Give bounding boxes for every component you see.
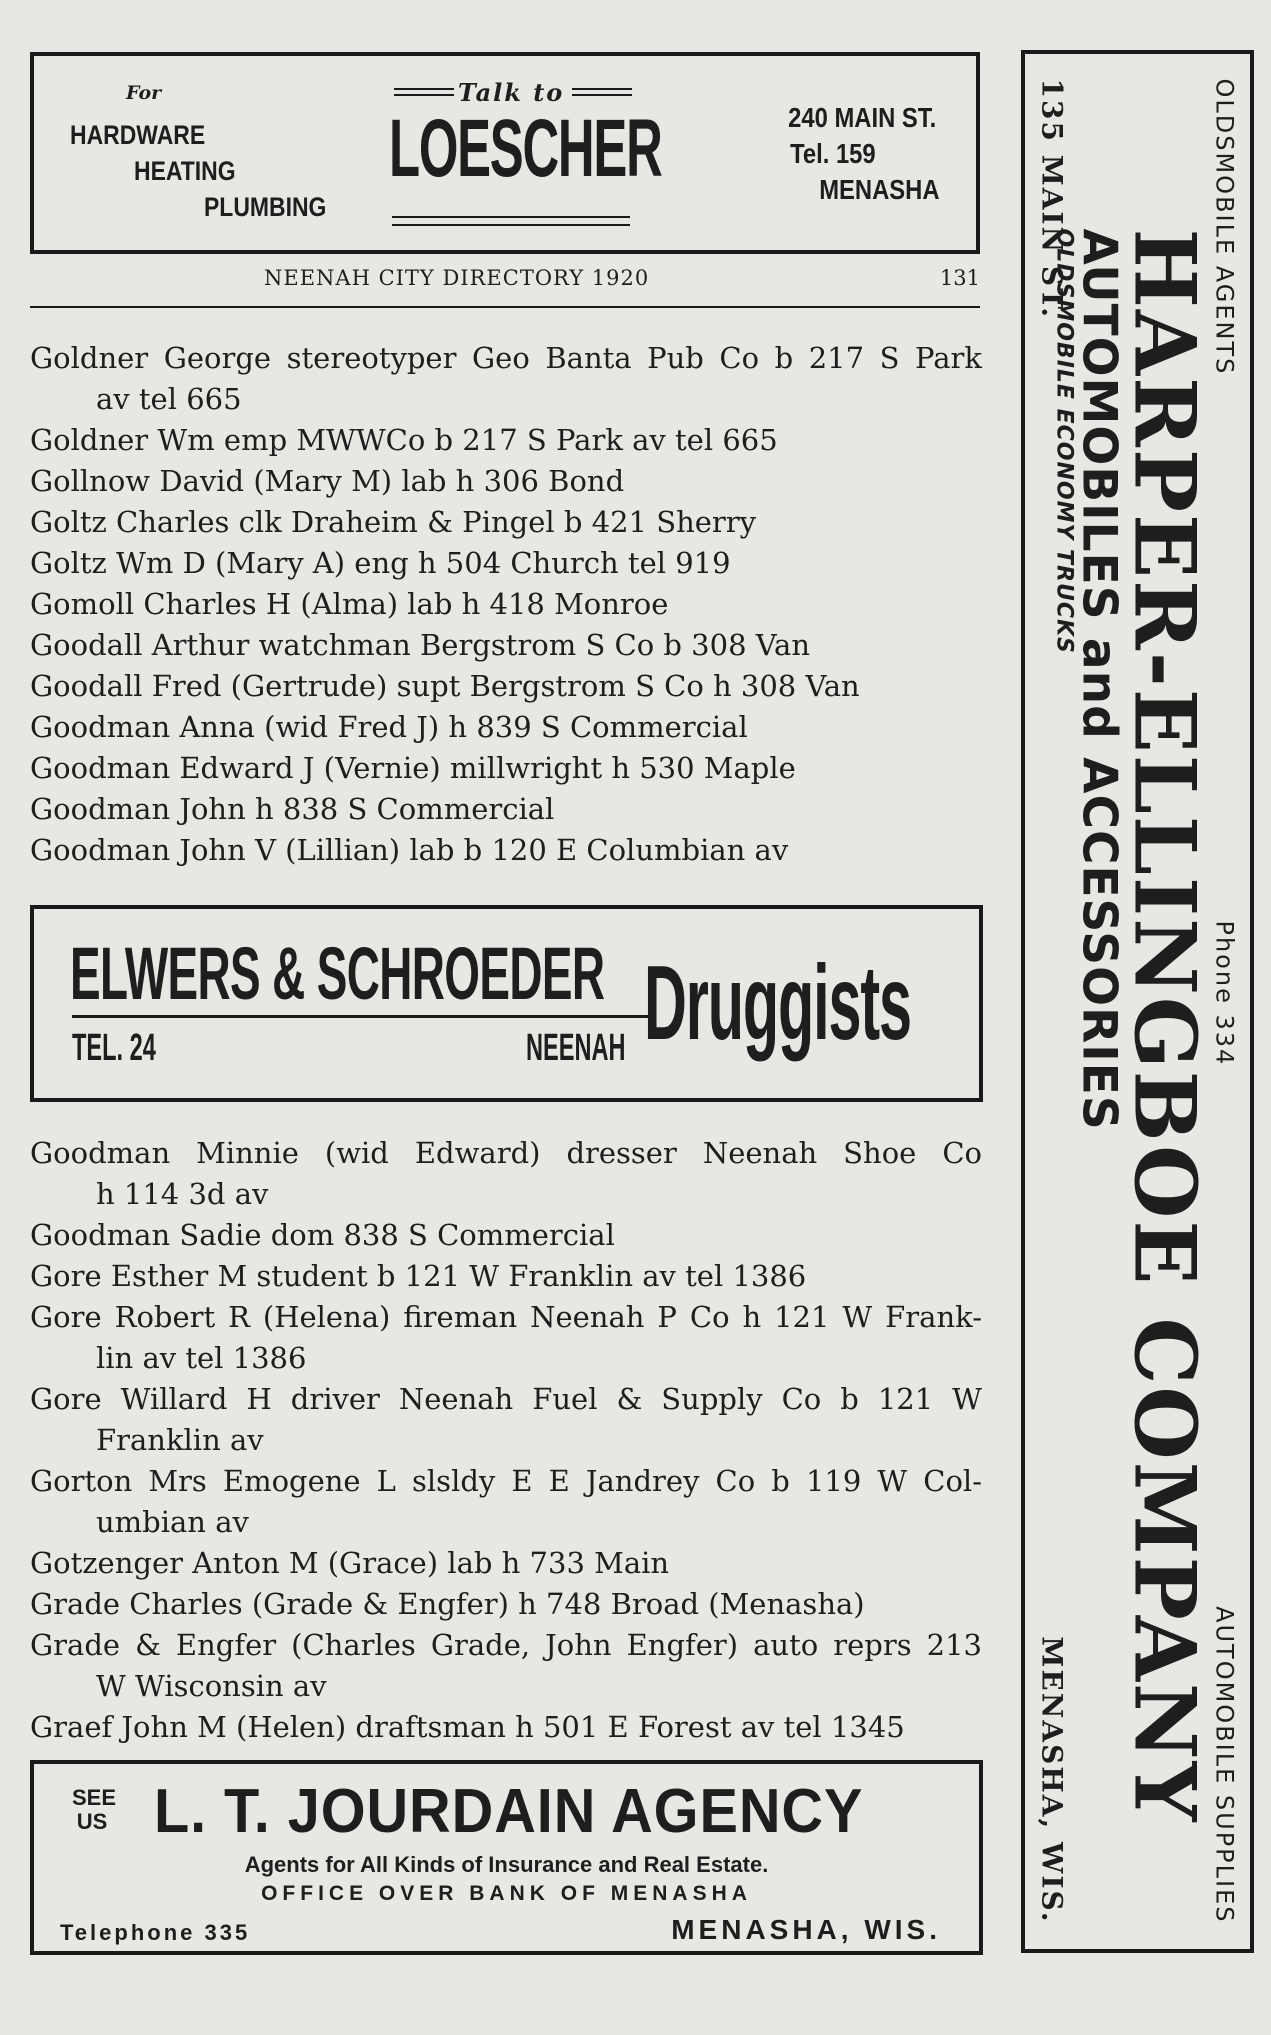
ad-loescher-name: LOESCHER: [389, 103, 662, 194]
entry-line: Grade & Engfer (Charles Grade, John Engfer) auto reprs 213: [30, 1628, 982, 1662]
directory-entry: [30, 1379, 982, 1461]
ad-elwers-trade: Druggists: [644, 944, 911, 1062]
entry-continuation: umbian av: [96, 1505, 249, 1539]
directory-entry: [30, 1297, 982, 1379]
ad-jourdain-telephone: Telephone 335: [60, 1920, 251, 1945]
ad-us: US: [76, 1809, 108, 1834]
header-rule: [30, 306, 980, 308]
ad-talk-to: Talk to: [458, 78, 565, 107]
directory-entry: [30, 830, 982, 871]
directory-entry: [30, 502, 982, 543]
ad-jourdain-office: OFFICE OVER BANK OF MENASHA: [261, 1882, 752, 1905]
directory-entry: [30, 1461, 982, 1543]
entry-line: Gomoll Charles H (Alma) lab h 418 Monroe: [30, 587, 669, 621]
entry-continuation: lin av tel 1386: [96, 1341, 307, 1375]
directory-entry: [30, 1625, 982, 1707]
ad-elwers-tel: TEL. 24: [72, 1027, 156, 1069]
directory-entry: [30, 543, 982, 584]
ad-see: SEE: [72, 1785, 117, 1810]
talk-rule-right-2: [572, 94, 632, 96]
entry-line: Goodman Anna (wid Fred J) h 839 S Commercial: [30, 710, 748, 744]
ad-harper-city: MENASHA, WIS.: [1035, 1635, 1068, 1923]
ad-see-us: [72, 1785, 117, 1834]
ad-elwers-name: ELWERS & SCHROEDER: [70, 932, 605, 1015]
directory-entry: [30, 1215, 982, 1256]
directory-entry: [30, 1584, 982, 1625]
entry-line: Goltz Charles clk Draheim & Pingel b 421 Sherry: [30, 505, 757, 539]
ad-address-street: 240 MAIN ST.: [787, 102, 936, 133]
ad-elwers-rule: [72, 1015, 650, 1018]
entry-continuation: W Wisconsin av: [96, 1669, 327, 1703]
entry-continuation: Franklin av: [96, 1423, 264, 1457]
entry-line: Gore Willard H driver Neenah Fuel & Supply Co b 121 W: [30, 1382, 982, 1416]
ad-address-tel: Tel. 159: [790, 138, 876, 169]
entry-line: Goldner George stereotyper Geo Banta Pub Co b 217 S Park: [30, 341, 982, 375]
harper-ad-rotated: [1021, 50, 1254, 1953]
ad-jourdain-subtitle: Agents for All Kinds of Insurance and Real Estate.: [244, 1852, 769, 1877]
ad-for-label: For: [126, 82, 162, 104]
ad-service-hardware: HARDWARE: [70, 120, 206, 150]
ad-harper-top-left: OLDSMOBILE AGENTS: [1210, 78, 1238, 375]
entry-line: Goldner Wm emp MWWCo b 217 S Park av tel 665: [30, 423, 778, 457]
directory-entry: [30, 584, 982, 625]
entry-line: Grade Charles (Grade & Engfer) h 748 Broad (Menasha): [30, 1587, 865, 1621]
entry-continuation: av tel 665: [96, 382, 242, 416]
entry-line: Gorton Mrs Emogene L slsldy E E Jandrey Co b 119 W Col-: [30, 1464, 982, 1498]
directory-entry: [30, 666, 982, 707]
ad-elwers-city: NEENAH: [526, 1027, 626, 1069]
entry-line: Goltz Wm D (Mary A) eng h 504 Church tel 919: [30, 546, 731, 580]
directory-entry: [30, 625, 982, 666]
directory-entry: [30, 1133, 982, 1215]
directory-entry: [30, 789, 982, 830]
entry-continuation: h 114 3d av: [96, 1177, 269, 1211]
ad-service-heating: HEATING: [134, 156, 236, 186]
entry-line: Goodall Fred (Gertrude) supt Bergstrom S Co h 308 Van: [30, 669, 860, 703]
name-rule-1: [392, 216, 630, 218]
jourdain-agency-ad: [30, 1760, 983, 1955]
ad-address-city: MENASHA: [819, 174, 940, 205]
directory-entry: [30, 1543, 982, 1584]
ad-harper-top-right: AUTOMOBILE SUPPLIES: [1210, 1605, 1238, 1923]
directory-entry: [30, 338, 982, 420]
entry-line: Gore Esther M student b 121 W Franklin av tel 1386: [30, 1259, 807, 1293]
directory-entry: [30, 748, 982, 789]
name-rule-2: [392, 224, 630, 226]
page-number: 131: [939, 266, 980, 290]
entry-line: Goodall Arthur watchman Bergstrom S Co b 308 Van: [30, 628, 810, 662]
elwers-schroeder-ad: [30, 905, 983, 1102]
entry-line: Goodman John h 838 S Commercial: [30, 792, 555, 826]
entry-line: Goodman Sadie dom 838 S Commercial: [30, 1218, 615, 1252]
harper-ellingboe-ad: [1021, 50, 1254, 1953]
loescher-ad: [30, 52, 980, 254]
talk-rule-right: [572, 88, 632, 90]
ad-harper-name: HARPER-ELLINGBOE COMPANY: [1115, 228, 1214, 1824]
directory-entry: [30, 461, 982, 502]
entry-line: Goodman John V (Lillian) lab b 120 E Columbian av: [30, 833, 789, 867]
ad-service-plumbing: PLUMBING: [204, 192, 327, 222]
talk-rule-left: [394, 88, 454, 90]
ad-harper-address: 135 MAIN ST.: [1035, 78, 1068, 319]
entry-line: Gore Robert R (Helena) fireman Neenah P Co h 121 W Frank-: [30, 1300, 982, 1334]
running-header: [30, 266, 980, 306]
ad-jourdain-city: MENASHA, WIS.: [671, 1914, 941, 1945]
directory-entry: [30, 1256, 982, 1297]
ad-jourdain-name: L. T. JOURDAIN AGENCY: [154, 1777, 864, 1846]
directory-title: NEENAH CITY DIRECTORY 1920: [264, 266, 650, 290]
entry-line: Gotzenger Anton M (Grace) lab h 733 Main: [30, 1546, 670, 1580]
directory-entry: [30, 1707, 982, 1748]
directory-entry: [30, 707, 982, 748]
entry-line: Goodman Minnie (wid Edward) dresser Neenah Shoe Co: [30, 1136, 982, 1170]
entry-line: Graef John M (Helen) draftsman h 501 E Forest av tel 1345: [30, 1710, 905, 1744]
entry-line: Goodman Edward J (Vernie) millwright h 530 Maple: [30, 751, 796, 785]
ad-harper-phone: Phone 334: [1210, 920, 1238, 1066]
entry-line: Gollnow David (Mary M) lab h 306 Bond: [30, 464, 625, 498]
directory-entry: [30, 420, 982, 461]
talk-rule-left-2: [394, 94, 454, 96]
ad-harper-tagline: AUTOMOBILES and ACCESSORIES: [1071, 228, 1126, 1131]
ad-harper-tagline2: OLDSMOBILE ECONOMY TRUCKS: [1051, 228, 1076, 654]
